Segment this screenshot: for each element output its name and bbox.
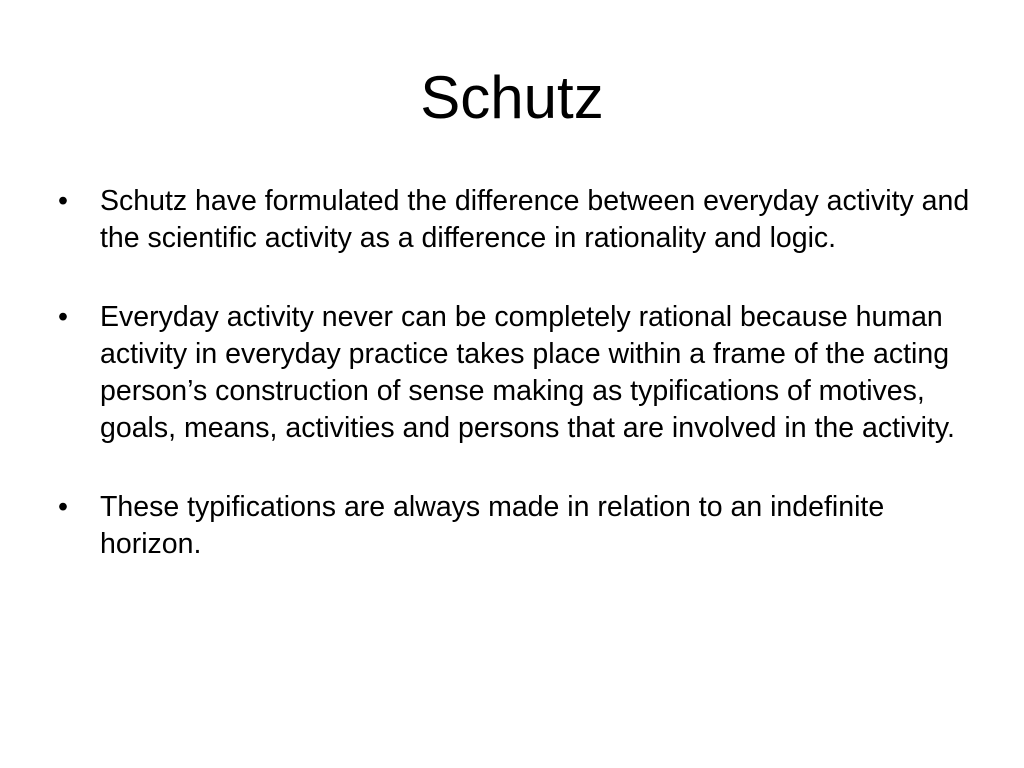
- bullet-marker: •: [58, 301, 68, 333]
- bullet-item: [58, 183, 978, 257]
- bullet-text: Schutz have formulated the difference between everyday activity and the scientific activity as a difference in rationality and logic.: [100, 185, 970, 254]
- bullet-marker: •: [58, 491, 68, 523]
- bullet-text: These typifications are always made in relation to an indefinite horizon.: [100, 491, 885, 560]
- slide-title: Schutz: [420, 64, 604, 131]
- bullet-text: Everyday activity never can be completely rational because human activity in everyday practice takes place within a frame of the acting person’s construction of sense making as typifications of motives, goals, means, activities and persons that are involved in the activity.: [100, 301, 955, 444]
- bullet-item: [58, 489, 978, 563]
- bullet-item: [58, 299, 978, 447]
- bullet-marker: •: [58, 185, 68, 217]
- bullet-list: [58, 183, 978, 605]
